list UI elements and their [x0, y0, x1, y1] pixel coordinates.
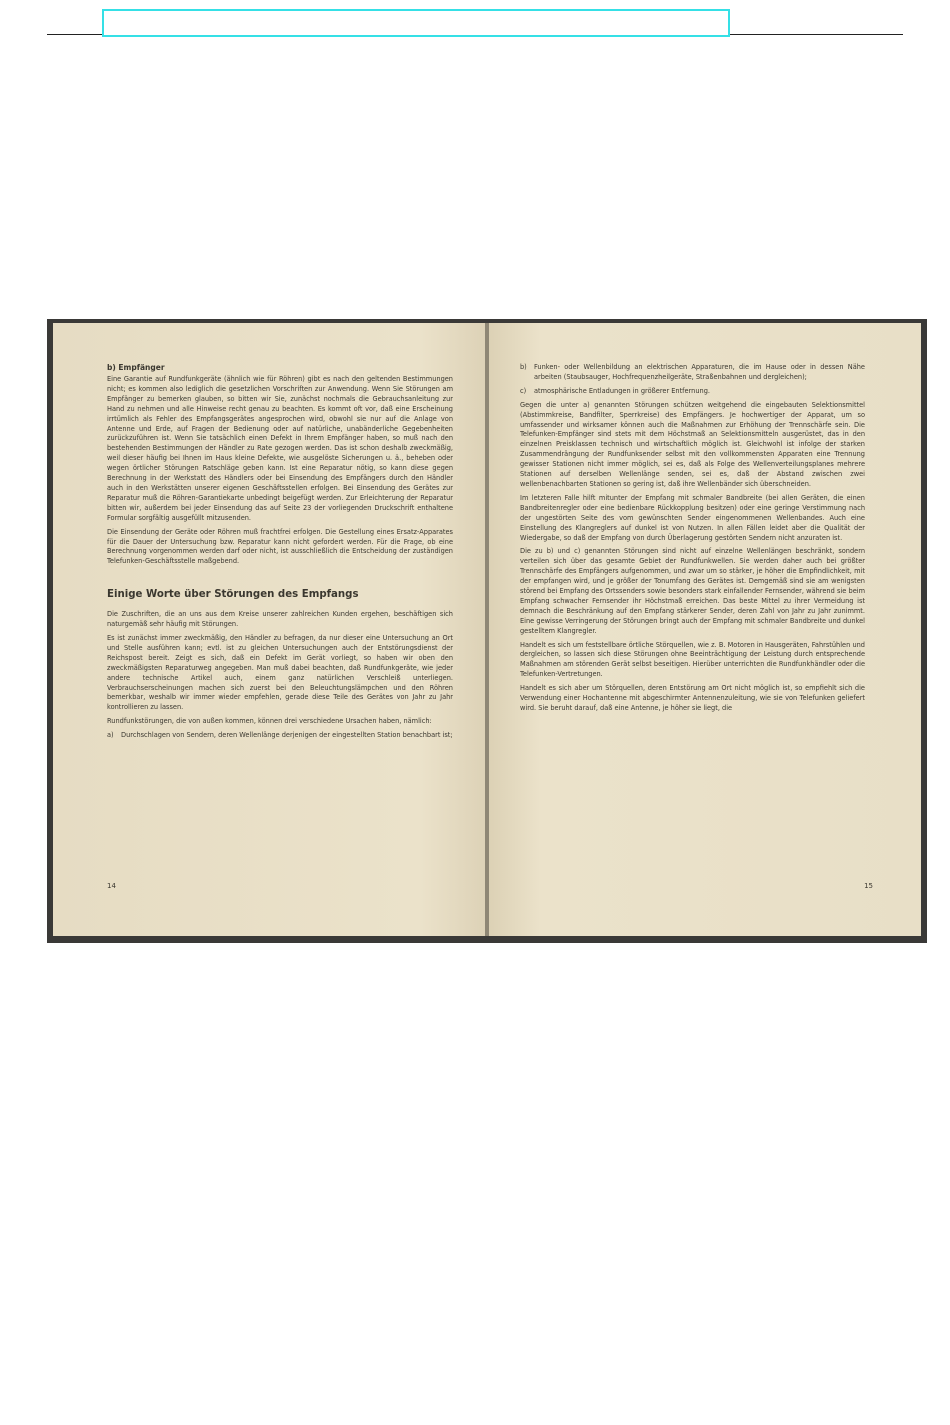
paragraph: Die Einsendung der Geräte oder Röhren muß frachtfrei erfolgen. Die Gestellung eines Ersatz-Apparates für die Dauer der Untersuchung bzw. Reparatur kann nicht gefordert werden. Für die Frage, ob eine Berechnung vorgenommen werden darf oder nicht, ist ausschließlich die Entscheidung der zuständigen Telefunken-Geschäftsstelle maßgebend. — [107, 527, 453, 566]
list-item — [107, 731, 453, 741]
book-scan — [47, 319, 927, 943]
subheading-empfaenger: b) Empfänger — [107, 363, 165, 372]
list-text: atmosphärische Entladungen in größerer Entfernung. — [534, 386, 710, 395]
page-number: 15 — [864, 882, 873, 890]
paragraph: Rundfunkstörungen, die von außen kommen, können drei verschiedene Ursachen haben, nämlich: — [107, 717, 432, 726]
highlight-box — [102, 9, 730, 37]
list-marker: c) — [520, 386, 527, 395]
right-page-column — [520, 363, 865, 718]
list-item — [520, 363, 865, 383]
paragraph: Eine Garantie auf Rundfunkgeräte (ähnlich wie für Röhren) gibt es nach den geltenden Bestimmungen nicht; es kommen also lediglich die gesetzlichen Vorschriften zur Anwendung. Wenn Sie Störungen am Empfänger zu bemerken glauben, so bitten wir Sie, zunächst nochmals die Gebrauchsanleitung zur Hand zu nehmen und alle Hinweise recht genau zu beachten. Es kommt oft vor, daß eine Erscheinung irrtümlich als Fehler des Empfangsgerätes angesprochen wird, obwohl sie nur auf die Anlage von Antenne und Erde, auf Fragen der Bedienung oder auf natürliche, unabänderliche Gegebenheiten zurückzuführen ist. Wenn Sie tatsächlich einen Defekt in Ihrem Empfänger haben, so muß nach den bestehenden Bestimmungen der Händler zu Rate gezogen werden. Das ist schon deshalb zweckmäßig, weil dieser häufig bei Ihnen im Haus kleine Defekte, wie ausgelöste Sicherungen u. ä., beheben oder wegen örtlicher Störungen Ratschläge geben kann. Ist eine Reparatur nötig, so kann diese gegen Berechnung in der Werkstatt des Händlers oder bei Einsendung des Empfängers durch den Händler auch in den Werkstätten unserer eigenen Geschäftsstellen erfolgen. Bei Einsendung des Gerätes zur Reparatur muß die Röhren-Garantiekarte unbedingt beigefügt werden. Zur Erleichterung der Reparatur bitten wir, außerdem bei jeder Einsendung das auf Seite 23 der vorliegenden Druckschrift enthaltene Formular sorgfältig ausgefüllt mitzusenden. — [107, 375, 453, 522]
left-page — [53, 323, 485, 936]
paragraph: Gegen die unter a) genannten Störungen schützen weitgehend die eingebauten Selektionsmittel (Abstimmkreise, Bandfilter, Sperrkreise) des Empfängers. Je hochwertiger der Apparat, um so umfassender und wirksamer können auch die Maßnahmen zur Erhöhung der Trennschärfe sein. Die Telefunken-Empfänger sind stets mit dem Höchstmaß an Selektionsmitteln ausgerüstet, das in den einzelnen Preisklassen technisch und wirtschaftlich möglich ist. Gleichwohl ist infolge der starken Zusammendrängung der Rundfunksender selbst mit den vollkommensten Apparaten eine Trennung gewisser Stationen nicht immer möglich, sei es, daß als Folge des Wellenverteilungsplanes mehrere Stationen auf derselben Wellenlänge senden, sei es, daß der Abstand zwischen zwei wellenbenachbarten Stationen so gering ist, daß ihre Wellenbänder sich überschneiden. — [520, 400, 865, 488]
list-marker: b) — [520, 363, 527, 371]
section-heading: Einige Worte über Störungen des Empfangs — [107, 589, 359, 601]
list-text: Funken- oder Wellenbildung an elektrischen Apparaturen, die im Hause oder in dessen Nähe arbeiten (Staubsauger, Hochfrequenzheilgeräte, Straßenbahnen und dergleichen); — [534, 363, 865, 381]
paragraph: Die zu b) und c) genannten Störungen sind nicht auf einzelne Wellenlängen beschränkt, sondern verteilen sich über das gesamte Gebiet der Rundfunkwellen. Sie werden daher auch bei größter Trennschärfe des Empfängers aufgenommen, und zwar um so stärker, je höher die Empfindlichkeit, mit der empfangen wird, und je größer der Tonumfang des Gerätes ist. Demgemäß sind sie am wenigsten störend bei Empfang des Ortssenders sowie besonders stark einfallender Fernsender, während sie beim Empfang schwacher Fernsender ihr Höchstmaß erreichen. Das beste Mittel zu ihrer Vermeidung ist demnach die Beschränkung auf den Empfang stärkerer Sender, deren Zahl von Jahr zu Jahr zunimmt. Eine gewisse Verringerung der Störungen bringt auch der Empfang mit schmaler Bandbreite und dunkel gestelltem Klangregler. — [520, 547, 865, 635]
left-page-column — [107, 363, 453, 745]
paragraph: Es ist zunächst immer zweckmäßig, den Händler zu befragen, da nur dieser eine Untersuchung an Ort und Stelle ausführen kann; evtl. ist zu gleichen Untersuchungen auch der Entstörungsdienst der Reichspost bereit. Zeigt es sich, daß ein Defekt im Gerät vorliegt, so haben wir oben den zweckmäßigsten Reparaturweg angegeben. Man muß dabei beachten, daß Rundfunkgeräte, wie jeder andere technische Artikel auch, einem ganz natürlichen Verschleiß unterliegen. Verbrauchserscheinungen machen sich zuerst bei den Beleuchtungslämpchen und den Röhren bemerkbar, weshalb wir immer wieder empfehlen, gerade diese Teile des Gerätes von Jahr zu Jahr kontrollieren zu lassen. — [107, 634, 453, 712]
list-text: Durchschlagen von Sendern, deren Wellenlänge derjenigen der eingestellten Station benachbart ist; — [121, 731, 453, 740]
list-marker: a) — [107, 731, 114, 740]
list-item — [520, 387, 865, 397]
page-number: 14 — [107, 882, 116, 890]
paragraph: Die Zuschriften, die an uns aus dem Kreise unserer zahlreichen Kunden ergehen, beschäftigen sich naturgemäß sehr häufig mit Störungen. — [107, 610, 453, 629]
paragraph: Handelt es sich aber um Störquellen, deren Entstörung am Ort nicht möglich ist, so empfiehlt sich die Verwendung einer Hochantenne mit abgeschirmter Antennenzuleitung, wie sie von Telefunken geliefert wird. Sie beruht darauf, daß eine Antenne, je höher sie liegt, die — [520, 684, 865, 712]
paragraph: Im letzteren Falle hilft mitunter der Empfang mit schmaler Bandbreite (bei allen Geräten, die einen Bandbreitenregler oder eine bedienbare Rückkopplung besitzen) oder eine geringe Verstimmung nach der ungestörten Seite des vom gewünschten Sender eingenommenen Wellenbandes. Auch eine Einstellung des Klangreglers auf dunkel ist von Nutzen. In allen Fällen leidet aber die Qualität der Wiedergabe, so daß der Empfang von durch Überlagerung gestörten Sendern nicht anzuraten ist. — [520, 493, 865, 542]
right-page — [489, 323, 921, 936]
paragraph: Handelt es sich um feststellbare örtliche Störquellen, wie z. B. Motoren in Hausgeräten, Fahrstühlen und dergleichen, so lassen sich diese Störungen ohne Beeinträchtigung der Leistung durch entsprechende Maßnahmen am störenden Gerät selbst beseitigen. Hierüber unterrichten die Rundfunkhändler oder die Telefunken-Vertretungen. — [520, 640, 865, 679]
